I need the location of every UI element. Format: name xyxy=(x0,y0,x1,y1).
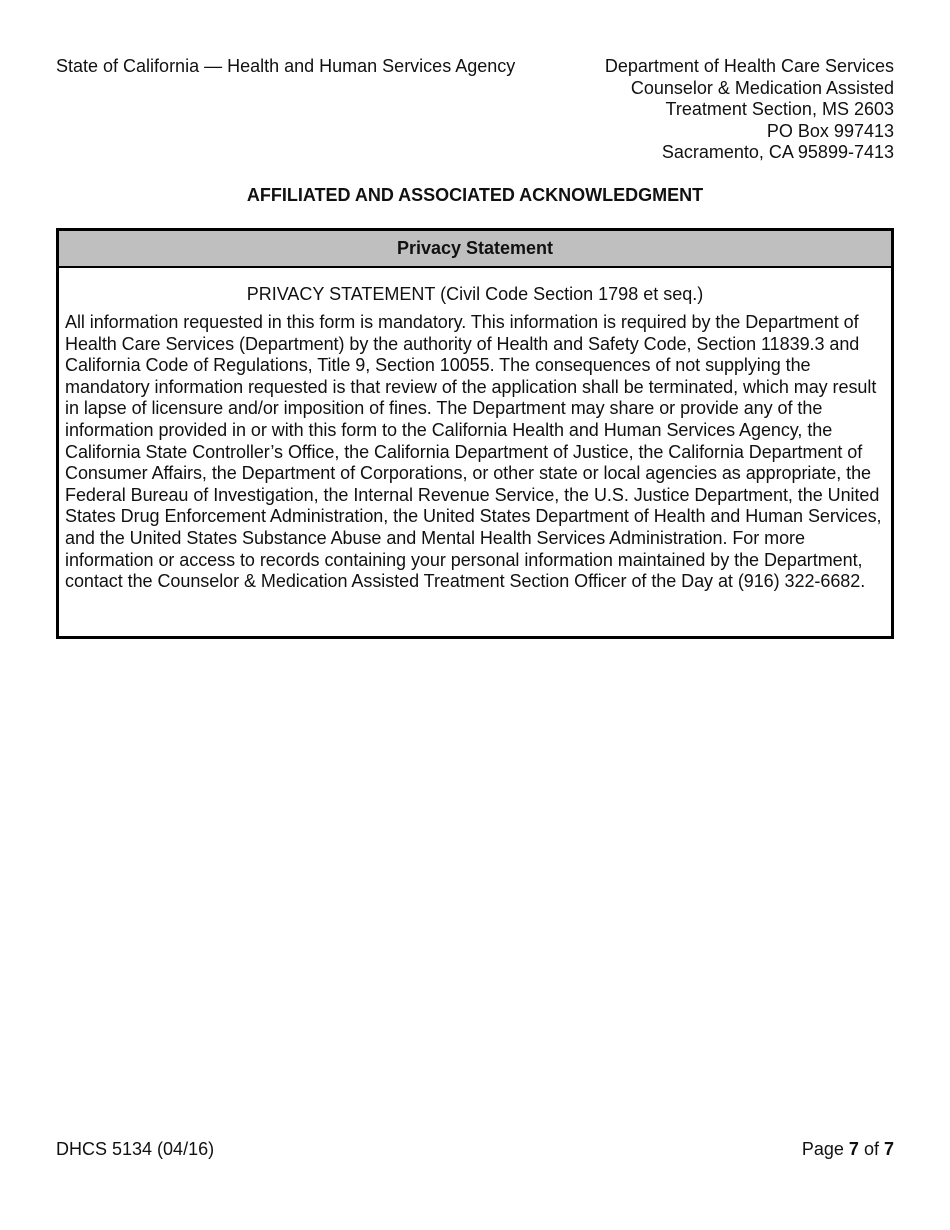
privacy-statement-subtitle: PRIVACY STATEMENT (Civil Code Section 1798 et seq.) xyxy=(246,284,704,304)
page-total: 7 xyxy=(883,1139,894,1159)
department-address xyxy=(605,56,894,164)
page-of: of xyxy=(863,1139,879,1159)
agency-name: State of California — Health and Human Services Agency xyxy=(56,56,516,76)
page-prefix: Page xyxy=(801,1139,844,1159)
section-name: Counselor & Medication Assisted xyxy=(630,77,894,98)
section-mailstop: Treatment Section, MS 2603 xyxy=(665,99,894,119)
privacy-statement-body: All information requested in this form is mandatory. This information is required by the Department of Health Care Services (Department) by the authority of Health and Safety Code, Section 11839.3 and California Code of Regulations, Title 9, Section 10055. The consequences of not supplying the mandatory information requested is that review of the application shall be terminated, which may result in lapse of licensure and/or imposition of fines. The Department may share or provide any of the information provided in or with this form to the California Health and Human Services Agency, the California State Controller’s Office, the California Department of Justice, the California Department of Consumer Affairs, the Department of Corporations, or other state or local agencies as appropriate, the Federal Bureau of Investigation, the Internal Revenue Service, the U.S. Justice Department, the United States Drug Enforcement Administration, the United States Department of Health and Human Services, and the United States Substance Abuse and Mental Health Services Administration. For more information or access to records containing your personal information maintained by the Department, contact the Counselor & Medication Assisted Treatment Section Officer of the Day at (916) 322-6682. xyxy=(65,312,882,592)
form-identifier: DHCS 5134 (04/16) xyxy=(56,1139,215,1159)
page-number xyxy=(802,1138,894,1160)
page-current: 7 xyxy=(848,1139,859,1159)
department-name: Department of Health Care Services xyxy=(604,56,894,76)
privacy-statement-heading: Privacy Statement xyxy=(59,231,891,268)
privacy-statement-box xyxy=(56,228,894,639)
po-box: PO Box 997413 xyxy=(766,120,894,141)
city-state-zip: Sacramento, CA 95899-7413 xyxy=(661,142,894,162)
document-title: AFFILIATED AND ASSOCIATED ACKNOWLEDGMENT xyxy=(246,185,704,205)
